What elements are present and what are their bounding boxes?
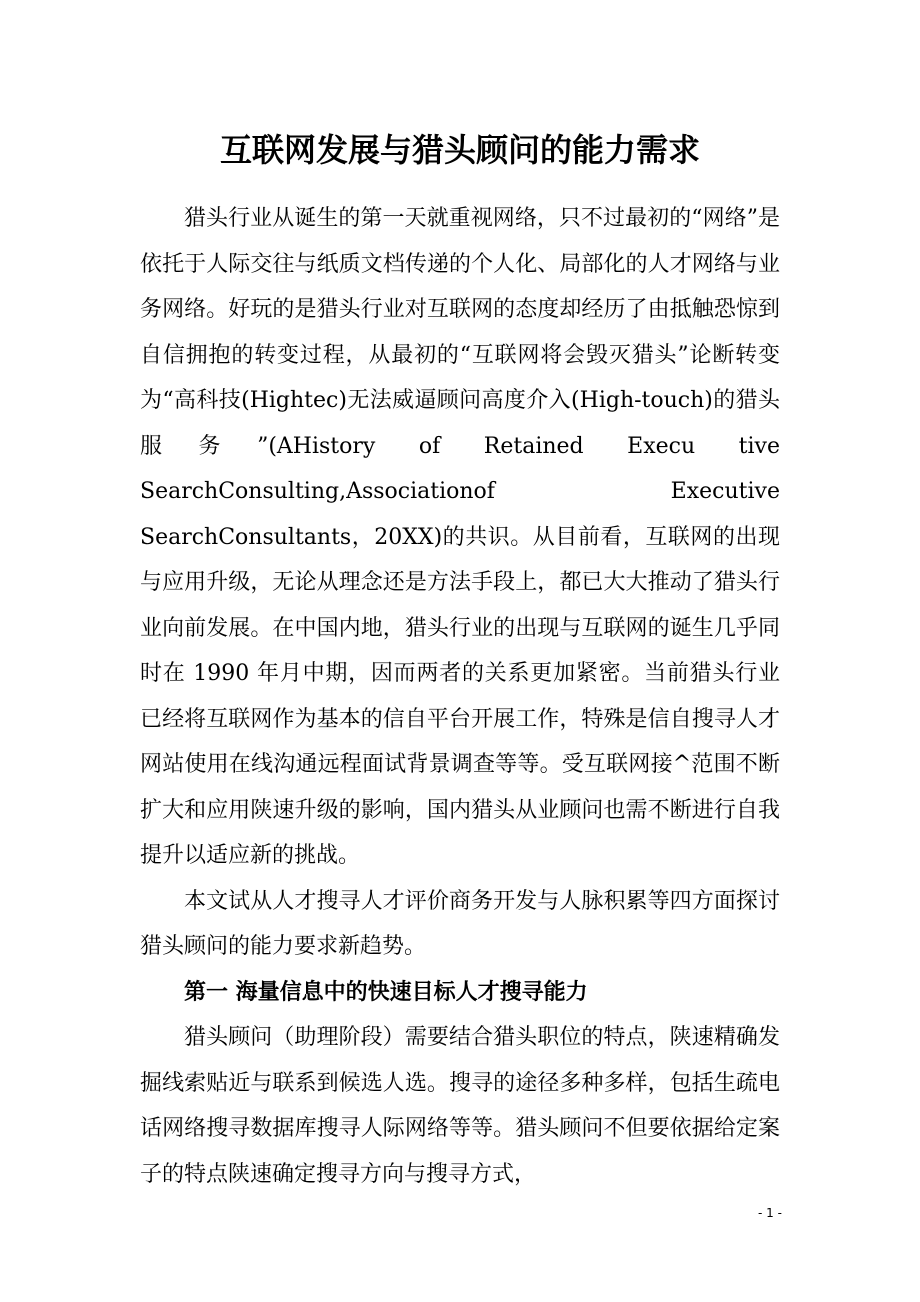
paragraph-intro: 猎头行业从诞生的第一天就重视网络，只不过最初的“网络”是依托于人际交往与纸质文档传递的个人化、局部化的人才网络与业务网络。好玩的是猎头行业对互联网的态度却经历了由抵触恐惊到自信拥抱的转变过程，从最初的“互联网将会毁灭猎头”论断转变为“高科技(Hightec)无法威逼顾问高度介入(High-touch)的猎头服务”(AHistory of Retained Execu tive SearchConsulting,Associationof Executive SearchConsultants，20XX)的共识。从目前看，互联网的出现与应用升级，无论从理念还是方法手段上，都已大大推动了猎头行业向前发展。在中国内地，猎头行业的出现与互联网的诞生几乎同时在 1990 年月中期，因而两者的关系更加紧密。当前猎头行业已经将互联网作为基本的信自平台开展工作，特殊是信自搜寻人才网站使用在线沟通远程面试背景调查等等。受互联网接^范围不断扩大和应用陕速升级的影响，国内猎头从业顾问也需不断进行自我提升以适应新的挑战。 (140, 206, 780, 868)
paragraph-overview: 本文试从人才搜寻人才评价商务开发与人脉积累等四方面探讨猎头顾问的能力要求新趋势。 (140, 888, 780, 959)
paragraph-section-one: 猎头顾问（助理阶段）需要结合猎头职位的特点，陕速精确发掘线索贴近与联系到候选人选。搜寻的途径多种多样，包括生疏电话网络搜寻数据库搜寻人际网络等等。猎头顾问不但要依据给定案子的特点陕速确定搜寻方向与搜寻方式， (140, 1025, 780, 1187)
page-number: - 1 - (758, 1206, 782, 1220)
page-title: 互联网发展与猎头顾问的能力需求 (219, 131, 700, 169)
section-heading: 第一 海量信息中的快速目标人才搜寻能力 (184, 979, 588, 1005)
document-body (140, 196, 780, 1197)
